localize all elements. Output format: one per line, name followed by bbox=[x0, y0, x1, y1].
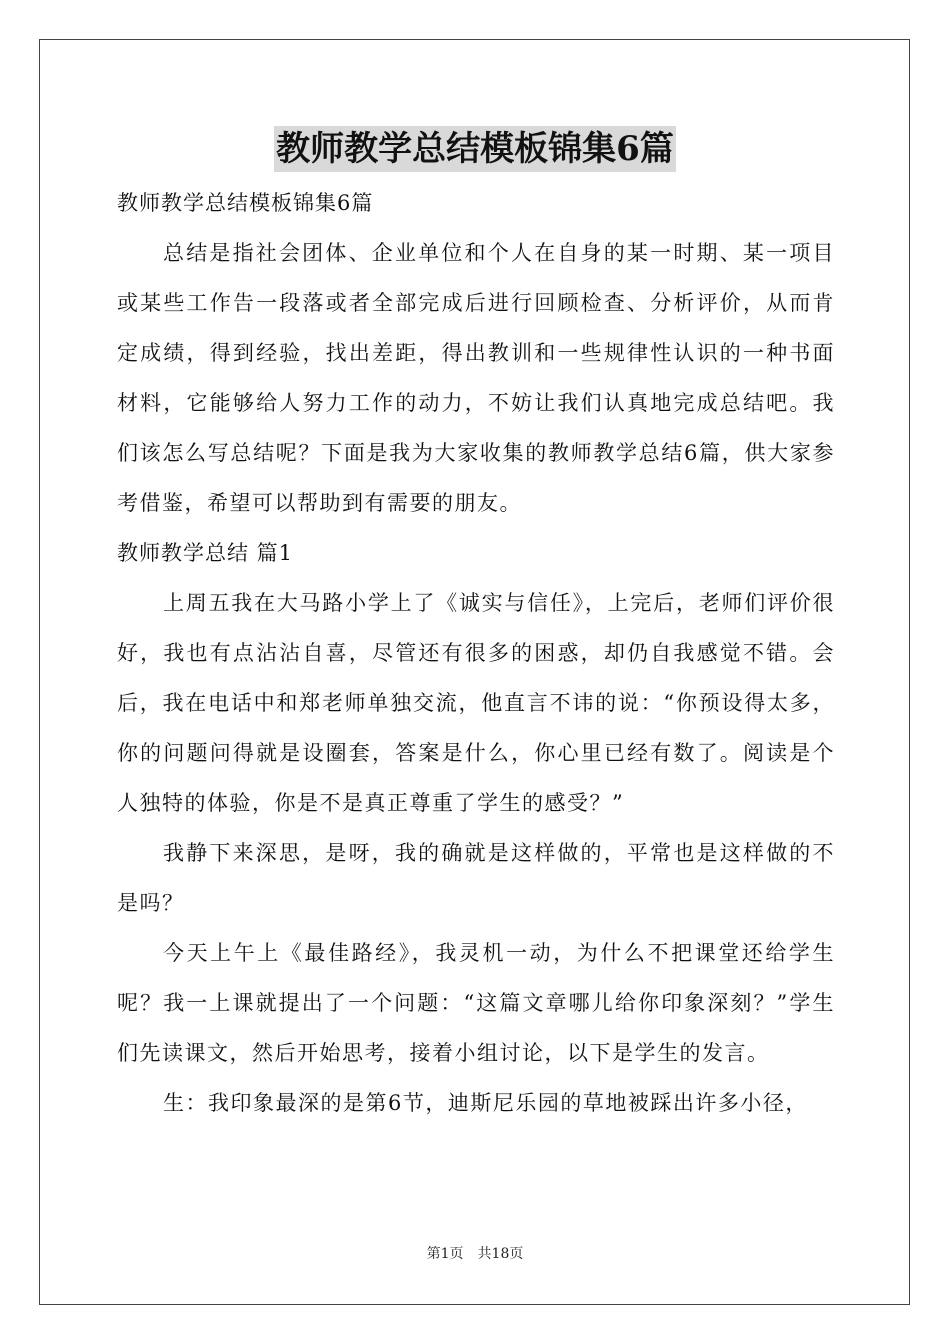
subtitle-line: 教师教学总结模板锦集6篇 bbox=[117, 191, 374, 215]
intro-paragraph: 总结是指社会团体、企业单位和个人在自身的某一时期、某一项目或某些工作告一段落或者全部完成后进行回顾检查、分析评价，从而肯定成绩，得到经验，找出差距，得出教训和一些规律性认识的一种书面材料，它能够给人努力工作的动力，不妨让我们认真地完成总结吧。我们该怎么写总结呢？下面是我为大家收集的教师教学总结6篇，供大家参考借鉴，希望可以帮助到有需要的朋友。 bbox=[117, 241, 835, 515]
document-body bbox=[117, 178, 835, 1128]
body-paragraph: 上周五我在大马路小学上了《诚实与信任》，上完后，老师们评价很好，我也有点沾沾自喜，尽管还有很多的困惑，却仍自我感觉不错。会后，我在电话中和郑老师单独交流，他直言不讳的说：“你预设得太多，你的问题问得就是设圈套，答案是什么，你心里已经有数了。阅读是个人独特的体验，你是不是真正尊重了学生的感受？” bbox=[117, 591, 835, 815]
body-paragraph: 我静下来深思，是呀，我的确就是这样做的，平常也是这样做的不是吗？ bbox=[117, 841, 835, 915]
page-footer: 第1页 共18页 bbox=[426, 1246, 524, 1262]
body-paragraph: 生：我印象最深的是第6节，迪斯尼乐园的草地被踩出许多小径， bbox=[163, 1091, 808, 1115]
body-paragraph: 今天上午上《最佳路经》，我灵机一动，为什么不把课堂还给学生呢？我一上课就提出了一个问题：“这篇文章哪儿给你印象深刻？”学生们先读课文，然后开始思考，接着小组讨论，以下是学生的发言。 bbox=[117, 941, 835, 1065]
document-title: 教师教学总结模板锦集6篇 bbox=[274, 126, 676, 172]
title-container bbox=[0, 126, 950, 172]
section-heading: 教师教学总结 篇1 bbox=[117, 541, 294, 565]
